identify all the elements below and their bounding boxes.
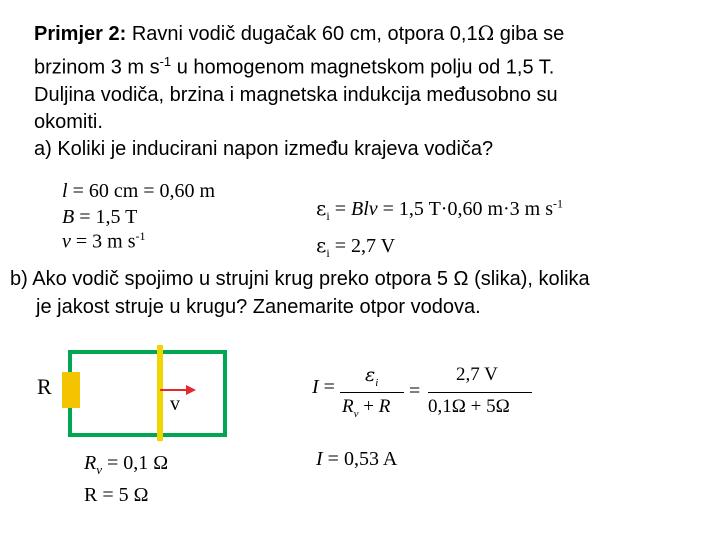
fraction2-bar [428, 392, 532, 393]
resistor-element [62, 372, 80, 408]
given-field: B = 1,5 T [62, 206, 138, 228]
r-value: R = 5 Ω [84, 484, 149, 506]
given-velocity: v = 3 m $s^{-1}$ [62, 229, 146, 253]
problem-line-2: brzinom 3 m $s^{-1}$ u homogenom magnetskom polju od 1,5 T. [34, 54, 555, 79]
fraction1-denominator: $R_v + R$ [342, 396, 391, 420]
moving-rod [157, 345, 163, 441]
resistor-label: R [37, 374, 52, 399]
equals-sign-2: = [409, 380, 421, 402]
problem-line-4: okomiti. [34, 111, 103, 134]
fraction1-numerator: $\varepsilon_i$ [365, 364, 379, 389]
circuit-wires [70, 352, 225, 435]
question-b-line-2: je jakost struje u krugu? Zanemarite otpor vodova. [36, 295, 481, 318]
fraction2-numerator: 2,7 V [456, 364, 498, 385]
rv-value: $R_v = 0,1$ Ω [84, 452, 169, 477]
question-b-line-1: b) Ako vodič spojimo u strujni krug preko otpora 5 Ω (slika), kolika [10, 268, 590, 290]
emf-formula: $\varepsilon_i$ = Blv = 1,5 T·0,60 m·3 m $s^{-1}$ [316, 196, 564, 223]
example-title: Primjer 2: [34, 23, 127, 45]
problem-line-3: Duljina vodiča, brzina i magnetska indukcija međusobno su [34, 84, 558, 107]
emf-result: $\varepsilon_i = 2,7$ V [316, 233, 396, 260]
current-symbol: I = [312, 376, 335, 398]
velocity-label: v [170, 393, 180, 415]
fraction2-denominator: 0,1Ω + 5Ω [428, 396, 510, 417]
fraction1-bar [340, 392, 404, 393]
velocity-arrow-head [186, 385, 196, 395]
problem-line-1: Primjer 2: Ravni vodič dugačak 60 cm, otpora 0,1Ω giba se [34, 21, 565, 45]
current-result: I = 0,53 A [316, 448, 398, 470]
question-a: a) Koliki je inducirani napon između krajeva vodiča? [34, 138, 494, 161]
wire-loop [70, 352, 225, 435]
given-length: l = 60 cm = 0,60 m [62, 180, 216, 202]
